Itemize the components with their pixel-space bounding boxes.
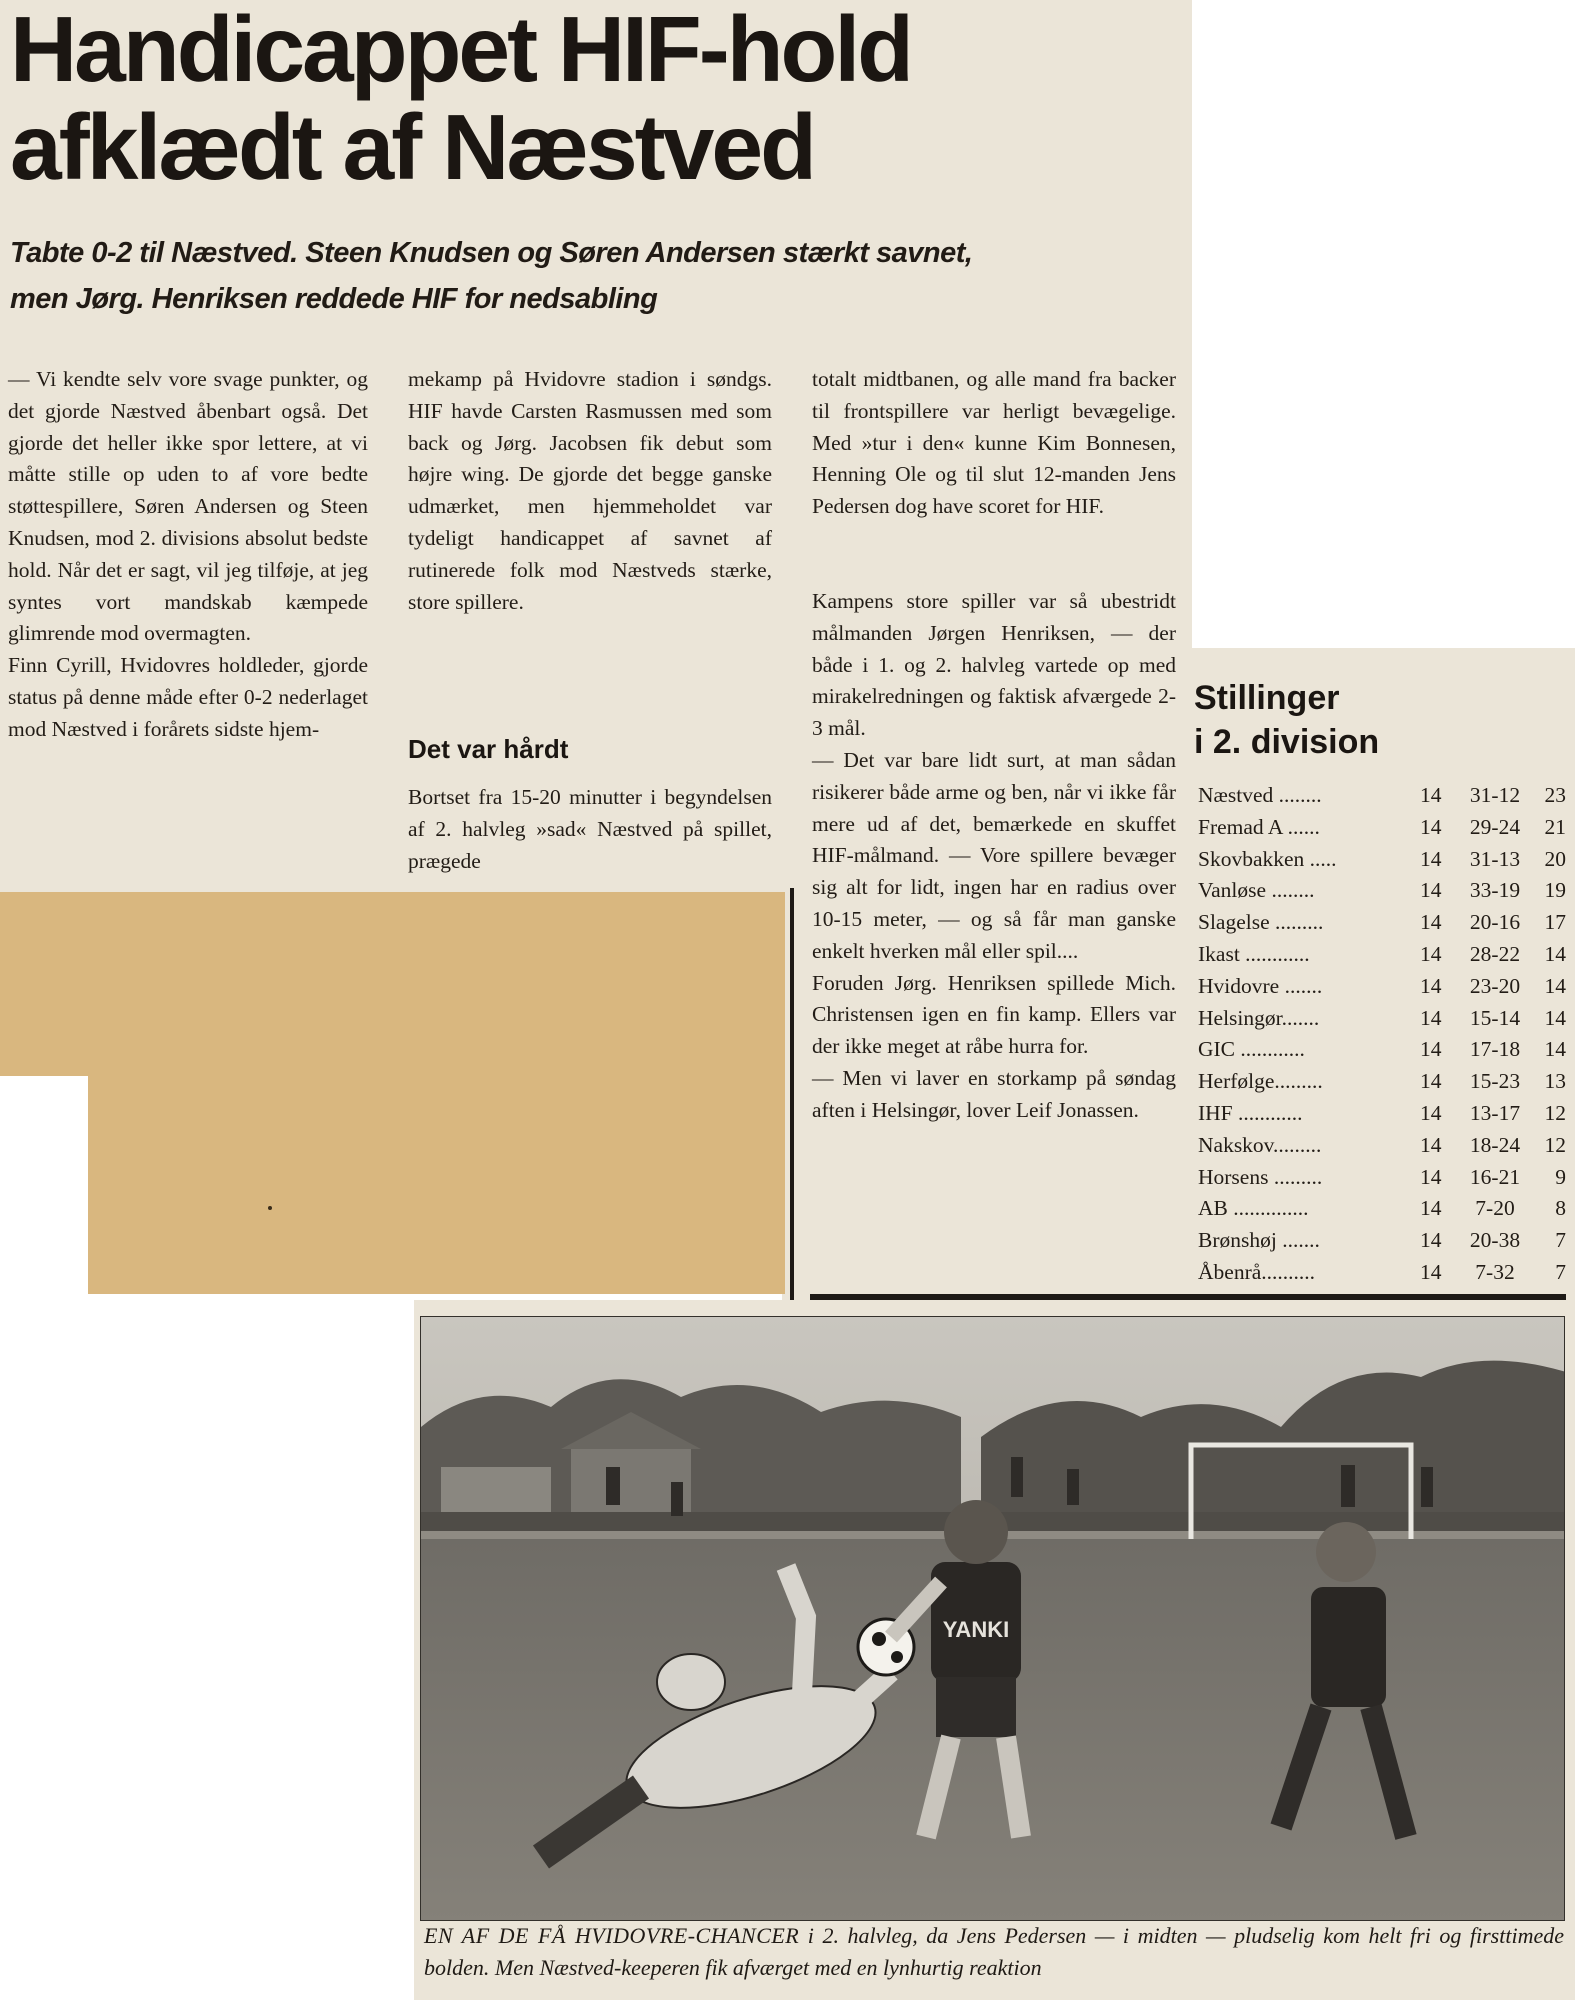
crosshead: Det var hårdt xyxy=(408,734,569,764)
goal-score: 20-16 xyxy=(1469,910,1521,935)
points: 7 xyxy=(1555,1228,1566,1253)
team-name: Skovbakken ..... xyxy=(1198,846,1337,871)
table-row xyxy=(1198,1193,1568,1225)
table-row xyxy=(1198,1130,1568,1162)
table-row xyxy=(1198,1034,1568,1066)
matches-played: 14 xyxy=(1420,814,1442,839)
table-row xyxy=(1198,1162,1568,1194)
paragraph: — Men vi laver en storkamp på søndag aften i Helsingør, lover Leif Jonassen. xyxy=(812,1065,1176,1122)
team-name: Åbenrå.......... xyxy=(1198,1259,1316,1284)
headline-line-2: afklædt af Næstved xyxy=(10,95,814,199)
goal-score: 13-17 xyxy=(1469,1100,1521,1125)
matches-played: 14 xyxy=(1420,910,1442,935)
standings-title-line-1: Stillinger xyxy=(1194,679,1340,717)
standings-title xyxy=(1194,676,1566,764)
matches-played: 14 xyxy=(1420,878,1442,903)
points: 14 xyxy=(1544,973,1566,998)
goal-score: 23-20 xyxy=(1469,973,1521,998)
team-name: Helsingør....... xyxy=(1198,1005,1320,1030)
goal-score: 18-24 xyxy=(1469,1132,1521,1157)
matches-played: 14 xyxy=(1420,1037,1442,1062)
matches-played: 14 xyxy=(1420,1228,1442,1253)
standings-title-line-2: i 2. division xyxy=(1194,723,1380,761)
matches-played: 14 xyxy=(1420,1259,1442,1284)
matches-played: 14 xyxy=(1420,941,1442,966)
points: 12 xyxy=(1544,1132,1566,1157)
points: 19 xyxy=(1544,878,1566,903)
table-row xyxy=(1198,1098,1568,1130)
points: 20 xyxy=(1544,846,1566,871)
points: 14 xyxy=(1544,941,1566,966)
team-name: Hvidovre ....... xyxy=(1198,973,1323,998)
table-row xyxy=(1198,875,1568,907)
matches-played: 14 xyxy=(1420,1100,1442,1125)
caption-lead: EN AF DE FÅ HVIDOVRE-CHANCER xyxy=(424,1923,800,1948)
points: 21 xyxy=(1544,814,1566,839)
team-name: Næstved ........ xyxy=(1198,783,1322,807)
goal-score: 28-22 xyxy=(1469,941,1521,966)
table-row xyxy=(1198,812,1568,844)
team-name: Nakskov......... xyxy=(1198,1132,1322,1157)
matches-played: 14 xyxy=(1420,1164,1442,1189)
team-name: Vanløse ........ xyxy=(1198,878,1315,903)
matches-played: 14 xyxy=(1420,1069,1442,1094)
table-row xyxy=(1198,1257,1568,1289)
match-photo-illustration xyxy=(421,1317,1565,1921)
article-column-3-continued xyxy=(812,586,1176,1127)
points: 12 xyxy=(1544,1100,1566,1125)
matches-played: 14 xyxy=(1420,1132,1442,1157)
table-row xyxy=(1198,907,1568,939)
matches-played: 14 xyxy=(1420,783,1442,807)
matches-played: 14 xyxy=(1420,1196,1442,1221)
paragraph: Kampens store spiller var så ubestridt målmanden Jørgen Henriksen, — der både i 1. og 2. halvleg vartede op med mirakelredningen og faktisk afværgede 2-3 mål. xyxy=(812,589,1176,741)
standings-table xyxy=(1198,780,1568,1289)
table-row xyxy=(1198,939,1568,971)
article-column-1 xyxy=(8,364,368,746)
headline-line-1: Handicappet HIF-hold xyxy=(10,0,911,101)
goal-score: 31-13 xyxy=(1469,846,1521,871)
photo-caption xyxy=(424,1920,1564,1984)
goal-score: 15-23 xyxy=(1469,1069,1521,1094)
team-name: Herfølge......... xyxy=(1198,1069,1323,1094)
table-row xyxy=(1198,971,1568,1003)
team-name: AB .............. xyxy=(1198,1196,1309,1221)
article-column-2 xyxy=(408,364,772,618)
shirt-text: YANKI xyxy=(942,1617,1010,1642)
article-column-2-continued xyxy=(408,782,772,877)
paragraph: Finn Cyrill, Hvidovres holdleder, gjorde status på denne måde efter 0-2 nederlaget mod Næstved i forårets sidste hjem- xyxy=(8,653,368,741)
team-name: IHF ............ xyxy=(1198,1100,1303,1125)
match-photo xyxy=(420,1316,1565,1921)
paragraph: Bortset fra 15-20 minutter i begyndelsen af 2. halvleg »sad« Næstved på spillet, prægede xyxy=(408,785,772,873)
team-name: Horsens ......... xyxy=(1198,1164,1323,1189)
team-name: GIC ............ xyxy=(1198,1037,1305,1062)
cardboard-backing-lower xyxy=(88,1076,785,1294)
goal-score: 31-12 xyxy=(1469,783,1521,807)
goal-score: 7-20 xyxy=(1475,1196,1515,1221)
team-name: Slagelse ......... xyxy=(1198,910,1324,935)
paragraph: Foruden Jørg. Henriksen spillede Mich. Christensen igen en fin kamp. Ellers var der ikke meget at råbe hurra for. xyxy=(812,970,1176,1059)
backing-speck xyxy=(268,1206,272,1210)
team-name: Ikast ............ xyxy=(1198,941,1310,966)
caption-text: i 2. halvleg, da Jens Pedersen — i midten — pludselig kom helt fri og firsttimede bolden. Men Næstved-keeperen fik afværget med en lynhurtig reaktion xyxy=(424,1923,1564,1980)
subheadline xyxy=(10,230,1160,322)
paragraph: — Vi kendte selv vore svage punkter, og det gjorde Næstved åbenbart også. Det gjorde det heller ikke spor lettere, at vi måtte stille op uden to af vore bedte støttespillere, Søren Andersen og Steen Knudsen, mod 2. divisions absolut bedste hold. Når det er sagt, vil jeg tilføje, at jeg syntes vort mandskab kæmpede glimrende mod overmagten. xyxy=(8,367,368,646)
paragraph: mekamp på Hvidovre stadion i søndgs. HIF havde Carsten Rasmussen med som back og Jørg. Jacobsen fik debut som højre wing. De gjorde det begge ganske udmærket, men hjemmeholdet var tydeligt handicappet af savnet af rutinerede folk mod Næstveds stærke, store spillere. xyxy=(408,367,772,614)
table-row xyxy=(1198,1066,1568,1098)
goal-score: 7-32 xyxy=(1475,1259,1515,1284)
article-column-3 xyxy=(812,364,1176,523)
goal-score: 15-14 xyxy=(1469,1005,1521,1030)
points: 23 xyxy=(1544,783,1566,807)
headline xyxy=(10,0,1180,199)
goal-score: 17-18 xyxy=(1469,1037,1521,1062)
team-name: Fremad A ...... xyxy=(1198,814,1320,839)
table-row xyxy=(1198,1003,1568,1035)
matches-played: 14 xyxy=(1420,1005,1442,1030)
column-rule xyxy=(790,888,794,1308)
matches-played: 14 xyxy=(1420,973,1442,998)
points: 9 xyxy=(1555,1164,1566,1189)
goal-score: 20-38 xyxy=(1469,1228,1521,1253)
table-row xyxy=(1198,844,1568,876)
goal-score: 33-19 xyxy=(1469,878,1521,903)
paragraph: — Det var bare lidt surt, at man sådan risikerer både arme og ben, når vi ikke får mere ud af det, bemærkede en skuffet HIF-målmand. — Vore spillere bevæger sig alt for lidt, ingen har en radius over 10-15 meter, — og så får man ganske enkelt hverken mål eller spil.... xyxy=(812,747,1176,963)
team-name: Brønshøj ....... xyxy=(1198,1228,1320,1253)
points: 8 xyxy=(1555,1196,1566,1221)
table-row xyxy=(1198,780,1568,812)
matches-played: 14 xyxy=(1420,846,1442,871)
table-row xyxy=(1198,1225,1568,1257)
points: 14 xyxy=(1544,1005,1566,1030)
points: 13 xyxy=(1544,1069,1566,1094)
paragraph: totalt midtbanen, og alle mand fra backer til frontspillere var herligt bevægelige. Med »tur i den« kunne Kim Bonnesen, Henning Ole og til slut 12-manden Jens Pedersen dog have scoret for HIF. xyxy=(812,367,1176,519)
subheadline-line-2: men Jørg. Henriksen reddede HIF for nedsabling xyxy=(10,283,658,315)
points: 17 xyxy=(1544,910,1566,935)
subheadline-line-1: Tabte 0-2 til Næstved. Steen Knudsen og Søren Andersen stærkt savnet, xyxy=(10,237,973,269)
goal-score: 16-21 xyxy=(1469,1164,1521,1189)
points: 7 xyxy=(1555,1259,1566,1284)
points: 14 xyxy=(1544,1037,1566,1062)
goal-score: 29-24 xyxy=(1469,814,1521,839)
cardboard-backing xyxy=(0,892,785,1076)
